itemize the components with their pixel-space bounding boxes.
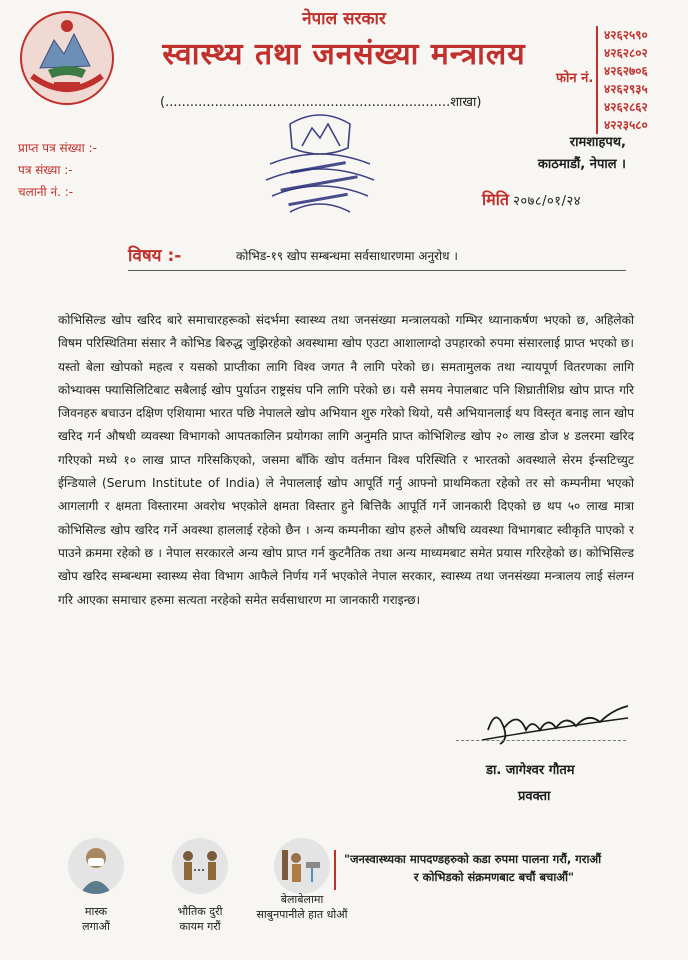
distance-icon (172, 838, 228, 894)
branch-line: (.....................................................................शाखा) (160, 95, 482, 110)
phone-number: ४२६२९३५ (604, 82, 648, 96)
subject-label: विषय :- (128, 246, 182, 266)
ministry-seal-stamp-icon (250, 104, 390, 222)
public-health-slogan (334, 850, 644, 890)
phone-number: ४२६२५९० (604, 28, 648, 42)
subject-underline (128, 270, 626, 271)
slogan-line: "जनस्वास्थ्यका मापदण्डहरुको कडा रुपमा पालना गरौं, गराऔं (344, 852, 602, 866)
phone-number: ४२६२७०६ (604, 64, 648, 78)
government-title: नेपाल सरकार (302, 9, 386, 29)
distance-caption: भौतिक दुरी कायम गरौं (177, 905, 223, 933)
signatory-role: प्रवक्ता (518, 789, 551, 804)
ministry-title: स्वास्थ्य तथा जनसंख्या मन्त्रालय (162, 37, 526, 72)
subject-text: कोभिड-१९ खोप सम्बन्धमा सर्वसाधारणमा अनुरोध । (236, 249, 458, 263)
address-city: काठमाडौं, नेपाल । (537, 157, 626, 172)
phone-number: ४२६२८६२ (604, 100, 648, 114)
reference-fields (18, 137, 97, 203)
letter-number: पत्र संख्या :- (18, 163, 73, 177)
handwash-icon (274, 838, 330, 894)
dispatch-number: चलानी नं. :- (18, 185, 74, 199)
address (516, 132, 626, 176)
letter-body: कोभिसिल्ड खोप खरिद बारे समाचारहरूको संदर्भमा स्वास्थ्य तथा जनसंख्या मन्त्रालयको गम्भिर ध्यानाकर्षण भएको छ, अहिलेको विषम परिस्थितिमा संसार नै कोभिड बिरुद्ध जुझिरहेको अवस्थामा खोप एउटा आशालाग्दो उपहारको रुपमा संसारलाई प्राप्त भएको छ। यस्तो बेला खोपको महत्व र यसको प्राप्तीका लागि विश्व जगत नै लागि परेको छ। समतामुलक तथा न्यायपूर्ण वितरणका लागि कोभ्याक्स फ्यासिलिटिबाट सबैलाई खोप पुर्याउन राष्ट्रसंघ पनि लागि परेको छ। यसै समय नेपालबाट पनि शिघ्रातीशिघ्र खोप प्राप्त गरि जिवनहरु बचाउन दक्षिण एशियामा भारत पछि नेपालले खोप अभियान शुरु गरेको थियो, यसै अभियानलाई थप विस्तृत बनाइ लान खोप खरिद गर्न औषधी व्यवस्था विभागको आपतकालिन प्रयोगका लागि अनुमति प्राप्त कोभिशिल्ड खोप २० लाख डोज ४ डलरमा खरिद गरिएको मध्ये १० लाख प्राप्त गरिसकिएको, जसमा बाँकि खोप वर्तमान विश्व परिस्थिति र भारतको अवस्थाले सेरम ईन्सटिच्युट ईन्डियाले (Serum Institute of India) ले नेपाललाई खोप आपूर्ति गर्नु आफ्नो प्राथमिकता रहेको तर सो कम्पनीमा भएको आगलागी र क्षमता विस्तारमा अवरोध भएकोले क्षमता विस्तार हुने बित्तिकै आपूर्ति गर्ने जानकारी दिएको छ थप ५० लाख मात्रा कोभिसिल्ड खोप खरिद गर्ने अवस्था हाललाई रहेको छैन । अन्य कम्पनीका खोप हरुले औषधि व्यवस्था विभागबाट स्वीकृति पाएको र पाउने क्रममा रहेको छ । नेपाल सरकारले अन्य खोप प्राप्त गर्न कुटनैतिक तथा अन्य माध्यमबाट समेत प्रयास गरिरहेको छ। कोभिसिल्ड खोप खरिद सम्बन्धमा स्वास्थ्य सेवा विभाग आफैले निर्णय गर्ने भएकोले नेपाल सरकार, स्वास्थ्य तथा जनसंख्या मन्त्रालय लाई संलग्न गरि आएका समाचार हरुमा सत्यता नरहेको समेत सर्वसाधारण मा जानकारी गराइन्छ। (58, 313, 634, 607)
date-field (482, 188, 581, 210)
signatory-name: डा. जागेश्वर गौतम (486, 763, 575, 778)
phone-number: ४२२३५८० (604, 118, 648, 132)
date-value: २०७८/०१/२४ (513, 194, 581, 209)
slogan-line: र कोभिडको संक्रमणबाट बचौं बचाऔं" (413, 870, 575, 884)
date-label: मिति (482, 190, 509, 209)
address-street: रामशाहपथ, (569, 135, 626, 150)
signature-line (456, 740, 626, 741)
received-letter-number: प्राप्त पत्र संख्या :- (18, 141, 97, 155)
mask-caption: मास्क लगाऔं (82, 905, 110, 933)
mask-icon (68, 838, 124, 894)
phone-list (596, 26, 648, 134)
phone-number: ४२६२८०२ (604, 46, 648, 60)
phone-label: फोन नं. (556, 71, 594, 86)
handwash-caption: बेलाबेलामा साबुनपानीले हात धोऔं (256, 893, 348, 921)
